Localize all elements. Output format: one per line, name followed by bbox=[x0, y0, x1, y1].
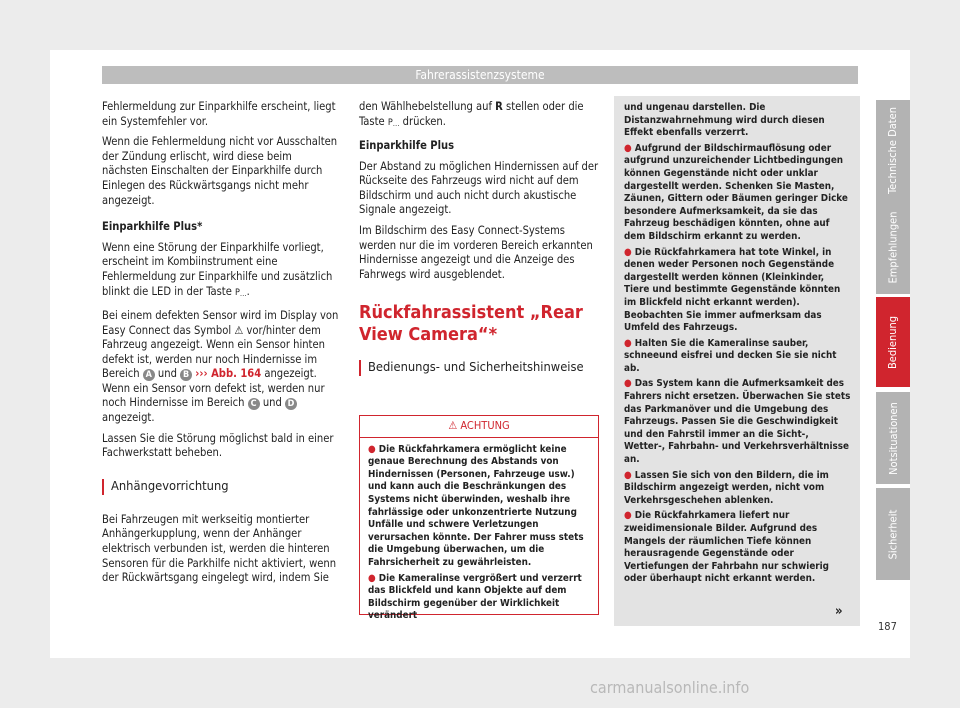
tab-bedienung[interactable]: Bedienung bbox=[876, 297, 910, 387]
warning-item: ● Die Rückfahrkamera ermöglicht keine genaue Berechnung des Abstands von Hindernissen (Personen, Fahrzeuge usw.) und kann auch die Beschränkungen des Systems nicht überwinden, weshalb ihre fahrlässige oder unkonzentrierte Nutzung Unfälle und schwere Verletzungen verursachen könnte. Der Fahrer muss stets die Umgebung überwachen, um die Fahrsicherheit zu gewährleisten. bbox=[368, 443, 584, 568]
tab-technische-daten[interactable]: Technische Daten bbox=[876, 100, 910, 200]
continue-arrow-icon: » bbox=[835, 604, 843, 619]
heading-anhaengevorrichtung: Anhängevorrichtung bbox=[102, 479, 340, 495]
warning-triangle-icon: ⚠ bbox=[448, 419, 458, 432]
marker-a: A bbox=[143, 369, 155, 381]
tab-notsituationen[interactable]: Notsituationen bbox=[876, 392, 910, 484]
warning-item: ● Die Rückfahrkamera liefert nur zweidimensionale Bilder. Aufgrund des Mangels der räumlichen Tiefe können herausragende Gegenstände oder Vertiefungen der Fahrbahn nur schwierig oder überhaupt nicht erkannt werden. bbox=[624, 510, 829, 585]
warning-item: ● Die Kameralinse vergrößert und verzerrt das Blickfeld und kann Objekte auf dem Bildschirm gegenüber der Wirklichkeit verändert bbox=[368, 572, 582, 622]
paragraph: Der Abstand zu möglichen Hindernissen auf der Rückseite des Fahrzeugs wird nicht auf dem Bildschirm und auch nicht durch akustische Signale angezeigt. bbox=[359, 159, 599, 217]
marker-c: C bbox=[248, 398, 260, 410]
paragraph: Bei Fahrzeugen mit werkseitig montierter Anhängerkupplung, wenn der Anhänger elektrisch verbunden ist, werden die hinteren Sensoren für die Parkhilfe nicht aktiviert, wenn der Rückwärtsgang eingelegt wird, indem Sie bbox=[102, 512, 337, 585]
paragraph: Fehlermeldung zur Einparkhilfe erscheint, liegt ein Systemfehler vor. bbox=[102, 100, 336, 128]
figure-reference[interactable]: ››› Abb. 164 bbox=[195, 367, 262, 381]
marker-d: D bbox=[285, 398, 297, 410]
warning-triangle-icon: ⚠ bbox=[234, 323, 244, 337]
subheading-plus: Einparkhilfe Plus bbox=[359, 138, 455, 152]
subheading-plus: Einparkhilfe Plus* bbox=[102, 220, 203, 234]
warning-item: ● Lassen Sie sich von den Bildern, die im Bildschirm angezeigt werden, nicht vom Verkehrsgeschehen ablenken. bbox=[624, 469, 829, 506]
paragraph: Bei einem defekten Sensor wird im Display von Easy Connect das Symbol ⚠ vor/hinter dem Fahrzeug angezeigt. Wenn ein Sensor hinten defekt ist, werden nur noch Hindernisse im Bereich A und B ››› Abb. 164 angezeigt. Wenn ein Sensor vorn defekt ist, werden nur noch Hindernisse im Bereich C und D angezeigt. bbox=[102, 308, 339, 425]
warning-item: ● Halten Sie die Kameralinse sauber, schneeund eisfrei und decken Sie sie nicht ab. bbox=[624, 337, 837, 374]
subsection-title: Bedienungs- und Sicherheitshinweise bbox=[359, 360, 599, 376]
park-assist-key-icon: $P_\cdots$ bbox=[387, 117, 400, 130]
paragraph: Im Bildschirm des Easy Connect-Systems werden nur die im vorderen Bereich erkannten Hindernisse angezeigt und die Anzeige des Fahrwegs wird ausgeblendet. bbox=[359, 223, 593, 281]
warning-item: ● Das System kann die Aufmerksamkeit des Fahrers nicht ersetzen. Überwachen Sie stets das Parkmanöver und die Umgebung des Fahrzeugs. Passen Sie die Geschwindigkeit und den Fahrstil immer an die Sicht-, Wetter-, Fahrbahn- und Verkehrsverhältnisse an. bbox=[624, 378, 851, 466]
warning-item: ● Aufgrund der Bildschirmauflösung oder aufgrund unzureichender Lichtbedingungen können Gegenstände nicht oder unklar dargestellt werden. Schenken Sie Masten, Zäunen, Gittern oder Bäumen geringer Dicke besondere Aufmerksamkeit, da sie das Fahrzeug beschädigen könnten, ohne auf dem Bildschirm erkannt zu werden. bbox=[624, 142, 848, 242]
paragraph: Wenn die Fehlermeldung nicht vor Ausschalten der Zündung erlischt, wird diese beim nächsten Einschalten der Einparkhilfe durch Einlegen des Rückwärtsgangs nicht mehr angezeigt. bbox=[102, 135, 338, 207]
warning-box bbox=[359, 415, 599, 622]
marker-b: B bbox=[180, 369, 192, 381]
warning-item: ● Die Rückfahrkamera hat tote Winkel, in denen weder Personen noch Gegenstände dargestellt werden können (Kleinkinder, Tiere und bestimmte Gegenstände könnten im Blickfeld nicht erkannt werden). Beobachten Sie immer aufmerksam das Umfeld des Fahrzeugs. bbox=[624, 246, 841, 334]
section-header: Fahrerassistenzsysteme bbox=[102, 66, 858, 84]
watermark: carmanualsonline.info bbox=[590, 678, 750, 697]
warning-header: ⚠ ACHTUNG bbox=[360, 420, 598, 438]
page-number: 187 bbox=[878, 620, 897, 633]
warning-continuation bbox=[614, 96, 860, 626]
tab-empfehlungen[interactable]: Empfehlungen bbox=[876, 200, 910, 294]
park-assist-key-icon: $P_\cdots$ bbox=[235, 287, 247, 300]
column-left bbox=[102, 100, 340, 592]
column-middle bbox=[359, 100, 599, 390]
warning-lead: und ungenau darstellen. Die Distanzwahrnehmung wird durch diesen Effekt ebenfalls verzerrt. bbox=[624, 102, 825, 139]
section-title: Rückfahrassistent „Rear View Camera“* bbox=[359, 302, 583, 346]
paragraph: Lassen Sie die Störung möglichst bald in einer Fachwerkstatt beheben. bbox=[102, 431, 334, 460]
tab-sicherheit[interactable]: Sicherheit bbox=[876, 488, 910, 580]
paragraph: Wenn eine Störung der Einparkhilfe vorliegt, erscheint im Kombiinstrument eine Fehlermeldung zur Einparkhilfe und zusätzlich blinkt die LED in der Taste $P_\cdots$. bbox=[102, 240, 333, 300]
paragraph: den Wählhebelstellung auf R stellen oder die Taste $P_\cdots$ drücken. bbox=[359, 100, 584, 130]
